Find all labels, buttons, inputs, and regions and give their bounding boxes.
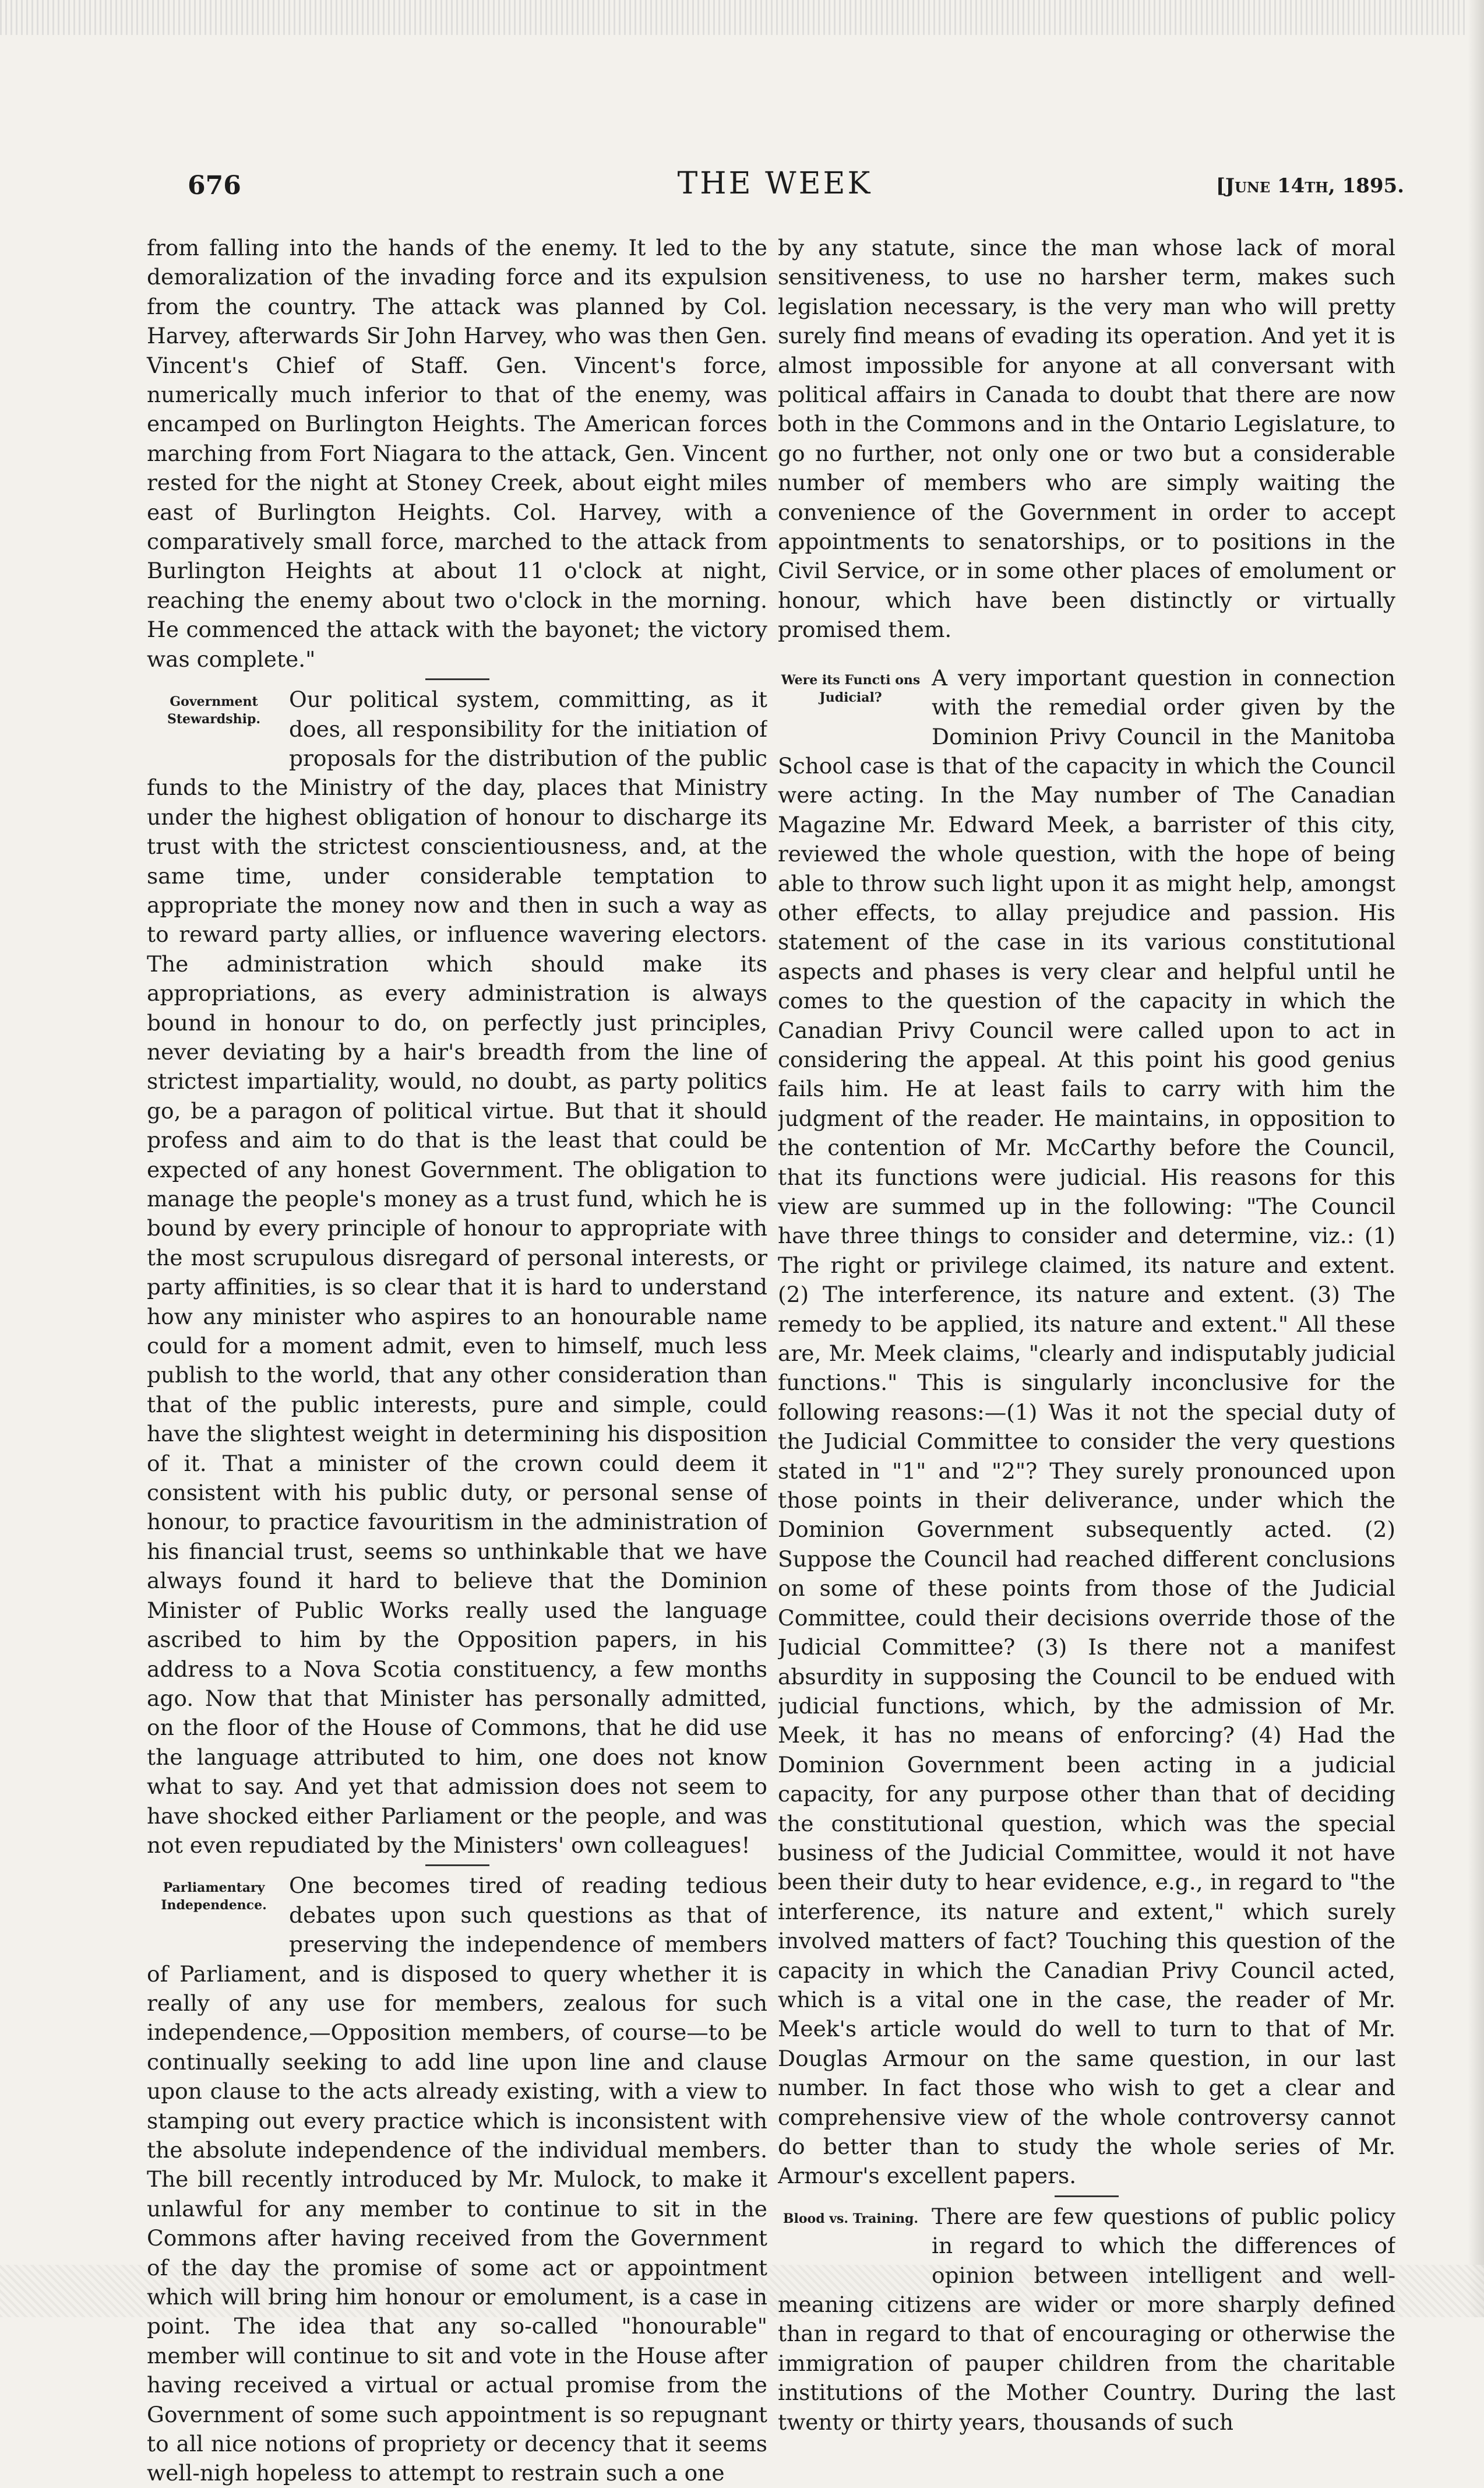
section-blood-vs-training [778,2202,1395,2437]
scan-right-edge [1468,0,1484,2317]
continuation-paragraph: by any statute, since the man whose lack of moral sensitiveness, to use no harsher term, makes such legislation necessary, is the very man who will pretty surely find means of evading its operation. And yet it is almost impossible for anyone at all conversant with political affairs in Canada to doubt that there are now both in the Commons and in the Ontario Legislature, to go no further, not only one or two but a considerable number of members who are simply waiting the convenience of the Government in order to accept appointments to senatorships, or to positions in the Civil Service, or in some other places of emolument or honour, which have been distinctly or virtually promised them. [778,235,1395,643]
section-divider [425,1864,489,1866]
section-parliamentary-independence [147,1871,767,2488]
section-government-stewardship [147,685,767,1860]
section-divider [425,678,489,680]
government-stewardship-body: Our political system, committing, as it does, all responsibility for the initiation of proposals for the distribution of the public funds to the Ministry of the day, places that Ministry under the highest obligation of honour to discharge its trust with the strictest conscientiousness, and, at the same time, under considerable temptation to appropriate the money now and then in such a way as to reward party allies, or influence wavering electors. The administration which should make its appropriations, as every administration is always bound in honour to do, on perfectly just principles, never deviating by a hair's breadth from the line of strictest impartiality, would, no doubt, as party politics go, be a paragon of political virtue. But that it should profess and aim to do that is the least that could be expected of any honest Government. The obligation to manage the people's money as a trust fund, which he is bound by every principle of honour to appropriate with the most scrupulous disregard of personal interests, or party affinities, is so clear that it is hard to understand how any minister who aspires to an honourable name could for a moment admit, even to himself, much less publish to the world, that any other consideration than that of the public interests, pure and simple, could have the slightest weight in determining his disposition of it. That a minister of the crown could deem it consistent with his public duty, or personal sense of honour, to practice favouritism in the administration of his financial trust, seems so unthinkable that we have always found it hard to believe that the Dominion Minister of Public Works really used the language ascribed to him by the Opposition papers, in his address to a Nova Scotia constituency, a few months ago. Now that that Minister has personally admitted, on the floor of the House of Commons, that he did use the language attributed to him, one does not know what to say. And yet that admission does not seem to have shocked either Parliament or the people, and was not even repudiated by the Ministers' own colleagues! [147,687,767,1858]
side-heading-blood-vs-training: Blood vs. Training. [782,2211,919,2226]
side-heading-parliamentary-independence: Parliamentary Independence. [161,1880,267,1913]
issue-date: [June 14th, 1895. [1215,174,1404,198]
masthead-title: THE WEEK [677,166,873,201]
right-column [778,233,1395,2437]
side-heading-functions-judicial: Were its Functi ons Judicial? [781,672,921,705]
scan-top-edge [0,0,1484,35]
functions-judicial-body: A very important question in connection with the remedial order given by the Dominion Privy Council in the Manitoba School case is that of the capacity in which the Council were acting. In the May number of The Canadian Magazine Mr. Edward Meek, a barrister of this city, reviewed the whole question, with the hope of being able to throw such light upon it as might help, amongst other effects, to allay prejudice and passion. His statement of the case in its various constitutional aspects and phases is very clear and helpful until he comes to the question of the capacity in which the Canadian Privy Council were called upon to act in considering the appeal. At this point his good genius fails him. He at least fails to carry with him the judgment of the reader. He maintains, in opposition to the contention of Mr. McCarthy before the Council, that its functions were judicial. His reasons for this view are summed up in the following: "The Council have three things to consider and determine, viz.: (1) The right or privilege claimed, its nature and extent. (2) The interference, its nature and extent. (3) The remedy to be applied, its nature and extent." All these are, Mr. Meek claims, "clearly and indisputably judicial functions." This is singularly inconclusive for the following reasons:—(1) Was it not the special duty of the Judicial Committee to consider the very questions stated in "1" and "2"? They surely pronounced upon those points in their deliverance, under which the Dominion Government subsequently acted. (2) Suppose the Council had reached different conclusions on some of these points from those of the Judicial Committee, could their decisions override those of the Judicial Committee? (3) Is there not a manifest absurdity in supposing the Council to be endued with judicial functions, which, by the admission of Mr. Meek, it has no means of enforcing? (4) Had the Dominion Government been acting in a judicial capacity, for any purpose other than that of deciding the constitutional question, which was the special business of the Judicial Committee, would it not have been their duty to hear evidence, e.g., in regard to "the interference, its nature and extent," which surely involved matters of fact? Touching this question of the capacity in which the Canadian Privy Council acted, which is a vital one in the case, the reader of Mr. Meek's article would do well to turn to that of Mr. Douglas Armour on the same question, in our last number. In fact those who wish to get a clear and comprehensive view of the whole controversy cannot do better than to study the whole series of Mr. Armour's excellent papers. [778,664,1395,2189]
intro-paragraph: from falling into the hands of the enemy. It led to the demoralization of the invading force and its expulsion from the country. The attack was planned by Col. Harvey, afterwards Sir John Harvey, who was then Gen. Vincent's Chief of Staff. Gen. Vincent's force, numerically much inferior to that of the enemy, was encamped on Burlington Heights. The American forces marching from Fort Niagara to the attack, Gen. Vincent rested for the night at Stoney Creek, about eight miles east of Burlington Heights. Col. Harvey, with a comparatively small force, marched to the attack from Burlington Heights at about 11 o'clock at night, reaching the enemy about two o'clock in the morning. He commenced the attack with the bayonet; the victory was complete." [147,235,767,672]
section-divider [1055,2195,1119,2197]
spacer [778,645,1395,663]
side-heading-government-stewardship: Government Stewardship. [167,694,260,727]
section-functions-judicial [778,663,1395,2191]
parliamentary-independence-body: One becomes tired of reading tedious debates upon such questions as that of preserving the independence of members of Parliament, and is disposed to query whether it is really of any use for members, zealous for such independence,—Opposition members, of course—to be continually seeking to add line upon line and clause upon clause to the acts already existing, with a view to stamping out every practice which is inconsistent with the absolute independence of the individual members. The bill recently introduced by Mr. Mulock, to make it unlawful for any member to continue to sit in the Commons after having received from the Government of the day the promise of some act or appointment which will bring him honour or emolument, is a case in point. The idea that any so-called "honourable" member will continue to sit and vote in the House after having received a virtual or actual promise from the Government of some such appointment is so repugnant to all nice notions of propriety or decency that it seems well-nigh hopeless to attempt to restrain such a one [147,1873,767,2486]
page-header [146,166,1404,207]
left-column [147,233,767,2488]
blood-vs-training-body: There are few questions of public policy in regard to which the differences of opinion between intelligent and well-meaning citizens are wider or more sharply defined than in regard to that of encouraging or otherwise the immigration of pauper children from the charitable institutions of the Mother Country. During the last twenty or thirty years, thousands of such [778,2203,1395,2435]
page-number: 676 [188,171,241,200]
